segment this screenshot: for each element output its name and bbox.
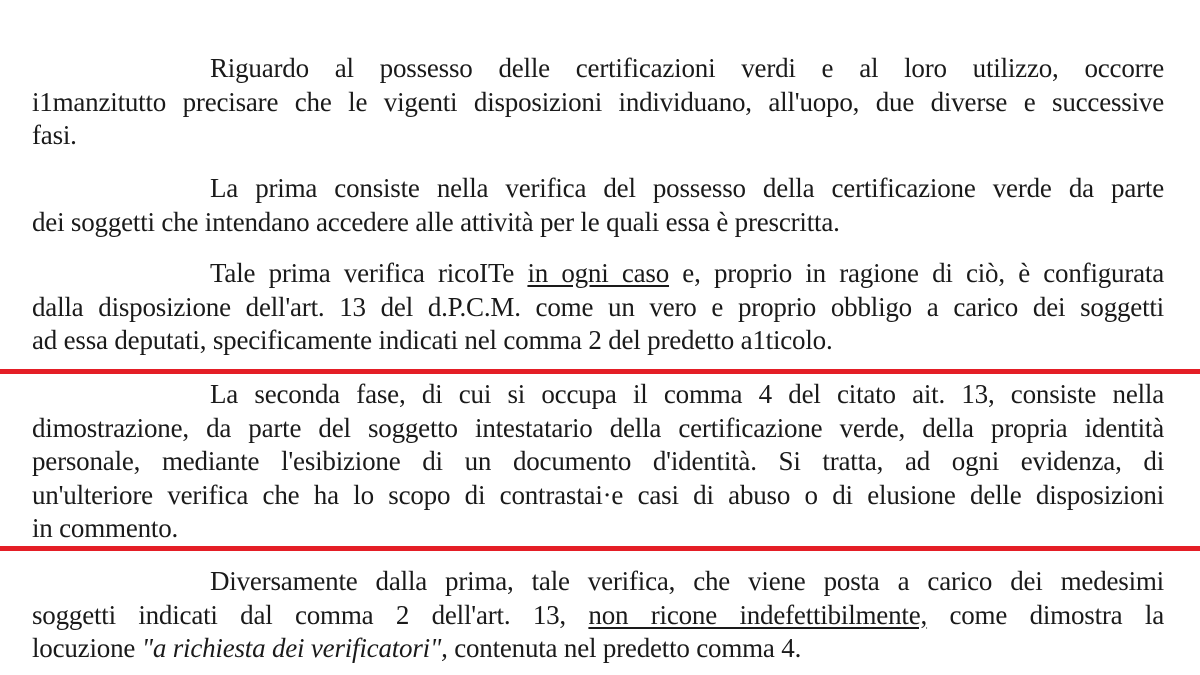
paragraph-3-line-1: [32, 257, 1164, 291]
paragraph-3-line-1-text-b: e, proprio in ragione di ciò, è configurata: [669, 258, 1165, 288]
paragraph-4-line-4: un'ulteriore verifica che ha lo scopo di contrastai·e casi di abuso o di elusione delle disposizioni: [32, 479, 1164, 510]
paragraph-2: [32, 172, 1164, 239]
highlight-rule-top: [0, 369, 1200, 374]
paragraph-2-line-2: dei soggetti che intendano accedere alle attività per le quali essa è prescritta.: [32, 206, 840, 237]
paragraph-4-line-2: dimostrazione, da parte del soggetto intestatario della certificazione verde, della propria identità: [32, 412, 1164, 443]
paragraph-5-line-3-text-a: locuzione: [32, 633, 142, 663]
paragraph-5-line-2-text-b: come dimostra la: [927, 599, 1164, 630]
paragraph-3: [32, 257, 1164, 358]
paragraph-2-line-1: La prima consiste nella verifica del possesso della certificazione verde da parte: [210, 173, 1164, 203]
paragraph-1-line-2: i1manzitutto precisare che le vigenti disposizioni individuano, all'uopo, due diverse e successive: [32, 86, 1164, 117]
paragraph-5-line-3: [32, 632, 1164, 666]
paragraph-4-line-5: in commento.: [32, 513, 179, 543]
paragraph-1: [32, 52, 1164, 153]
paragraph-5-line-2: [32, 599, 1164, 633]
paragraph-1-line-3: fasi.: [32, 120, 77, 150]
highlight-rule-bottom: [0, 546, 1200, 551]
paragraph-5-line-1: Diversamente dalla prima, tale verifica, che viene posta a carico dei medesimi: [210, 566, 1164, 596]
paragraph-5: [32, 565, 1164, 666]
underlined-phrase-non-ricone: non ricone indefettibilmente,: [588, 599, 928, 630]
paragraph-5-line-3-text-b: contenuta nel predetto comma 4.: [447, 633, 802, 663]
italic-quote-a-richiesta: "a richiesta dei verificatori",: [141, 633, 448, 663]
underlined-phrase-in-ogni-caso: in ogni caso: [527, 258, 670, 288]
paragraph-3-line-1-text-a: Tale prima verifica ricoITe: [210, 258, 528, 288]
paragraph-4-highlighted: [32, 378, 1164, 546]
paragraph-1-line-1: Riguardo al possesso delle certificazioni verdi e al loro utilizzo, occorre: [210, 53, 1164, 83]
paragraph-4-line-3: personale, mediante l'esibizione di un documento d'identità. Si tratta, ad ogni evidenza, di: [32, 446, 1164, 476]
paragraph-3-line-2: dalla disposizione dell'art. 13 del d.P.C.M. come un vero e proprio obbligo a carico dei soggetti: [32, 291, 1164, 322]
paragraph-5-line-2-text-a: soggetti indicati dal comma 2 dell'art. 13,: [32, 599, 589, 630]
paragraph-4-line-1: La seconda fase, di cui si occupa il comma 4 del citato ait. 13, consiste nella: [210, 379, 1164, 409]
paragraph-3-line-3: ad essa deputati, specificamente indicati nel comma 2 del predetto a1ticolo.: [32, 325, 833, 355]
